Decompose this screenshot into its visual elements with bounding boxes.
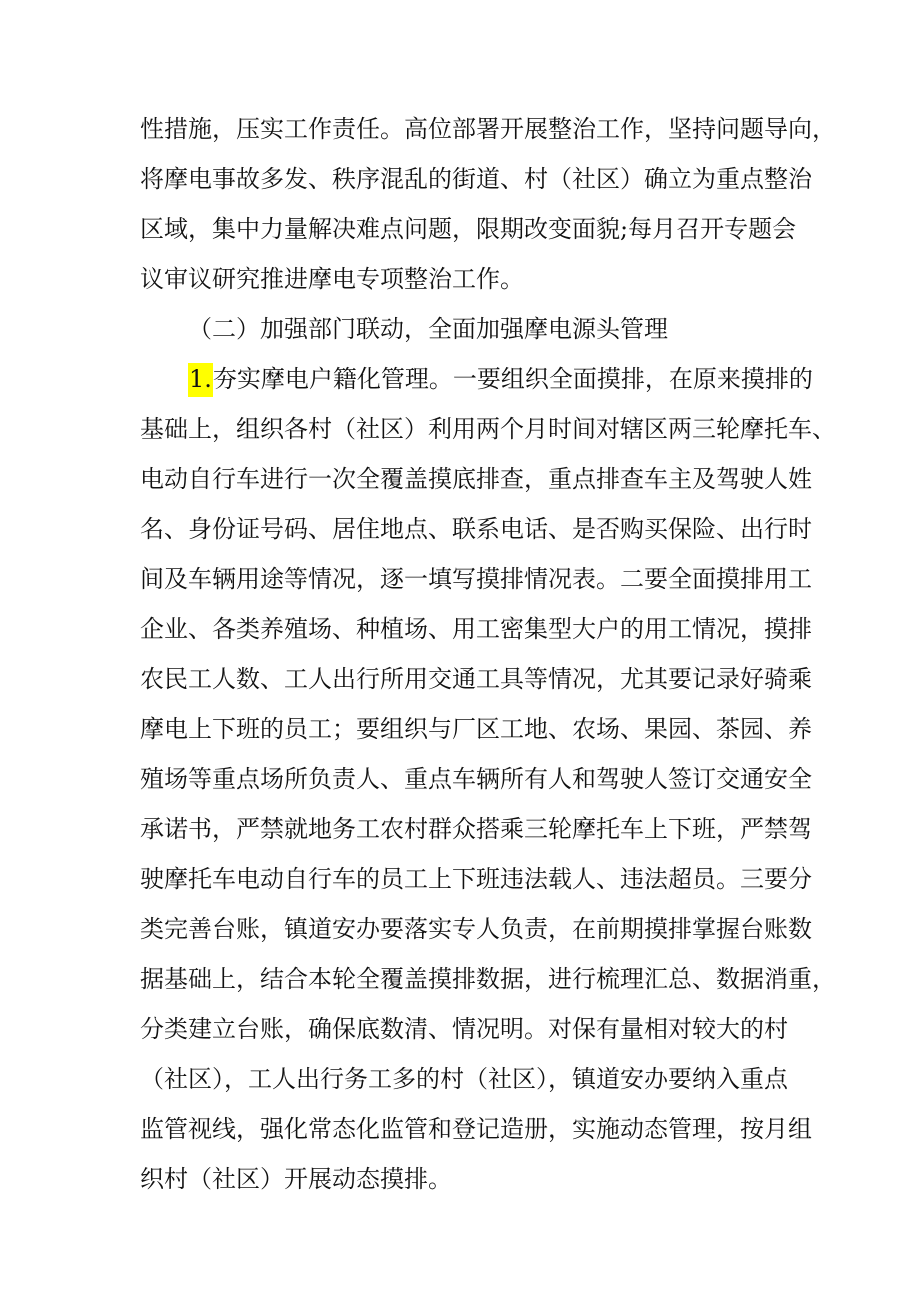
- paragraph-2-line-11: 驶摩托车电动自行车的员工上下班违法载人、违法超员。三要分: [140, 865, 812, 893]
- paragraph-2-line-1: [188, 363, 813, 395]
- paragraph-2-line-6: 企业、各类养殖场、种植场、用工密集型大户的用工情况，摸排: [140, 615, 812, 643]
- paragraph-2-line-7: 农民工人数、工人出行所用交通工具等情况，尤其要记录好骑乘: [140, 665, 812, 693]
- paragraph-2-line-13: 据基础上，结合本轮全覆盖摸排数据，进行梳理汇总、数据消重，: [140, 965, 836, 993]
- paragraph-2-line-8: 摩电上下班的员工；要组织与厂区工地、农场、果园、茶园、养: [140, 715, 812, 743]
- paragraph-2-line-10: 承诺书，严禁就地务工农村群众搭乘三轮摩托车上下班，严禁驾: [140, 815, 812, 843]
- paragraph-2-line-9: 殖场等重点场所负责人、重点车辆所有人和驾驶人签订交通安全: [140, 765, 812, 793]
- paragraph-2-line-14: 分类建立台账，确保底数清、情况明。对保有量相对较大的村: [140, 1015, 788, 1043]
- paragraph-2-line-16: 监管视线，强化常态化监管和登记造册，实施动态管理，按月组: [140, 1115, 812, 1143]
- paragraph-1-line-1: 性措施，压实工作责任。高位部署开展整治工作，坚持问题导向，: [140, 115, 836, 143]
- paragraph-1-line-2: 将摩电事故多发、秩序混乱的街道、村（社区）确立为重点整治: [140, 165, 812, 193]
- paragraph-1-line-3: 区域，集中力量解决难点问题，限期改变面貌;每月召开专题会: [140, 215, 797, 243]
- paragraph-1-line-4: 议审议研究推进摩电专项整治工作。: [140, 265, 524, 293]
- paragraph-2-line-1-text: 夯实摩电户籍化管理。一要组织全面摸排，在原来摸排的: [212, 365, 813, 393]
- paragraph-2-line-4: 名、身份证号码、居住地点、联系电话、是否购买保险、出行时: [140, 515, 812, 543]
- section-heading: （二）加强部门联动，全面加强摩电源头管理: [188, 315, 668, 343]
- paragraph-2-line-12: 类完善台账，镇道安办要落实专人负责，在前期摸排掌握台账数: [140, 915, 812, 943]
- paragraph-2-line-15: （社区），工人出行务工多的村（社区），镇道安办要纳入重点: [140, 1065, 788, 1093]
- paragraph-2-line-3: 电动自行车进行一次全覆盖摸底排查，重点排查车主及驾驶人姓: [140, 465, 812, 493]
- paragraph-2-line-17: 织村（社区）开展动态摸排。: [140, 1165, 452, 1193]
- paragraph-2-line-2: 基础上，组织各村（社区）利用两个月时间对辖区两三轮摩托车、: [140, 415, 836, 443]
- item-number-highlight: 1.: [188, 363, 213, 397]
- paragraph-2-line-5: 间及车辆用途等情况，逐一填写摸排情况表。二要全面摸排用工: [140, 565, 812, 593]
